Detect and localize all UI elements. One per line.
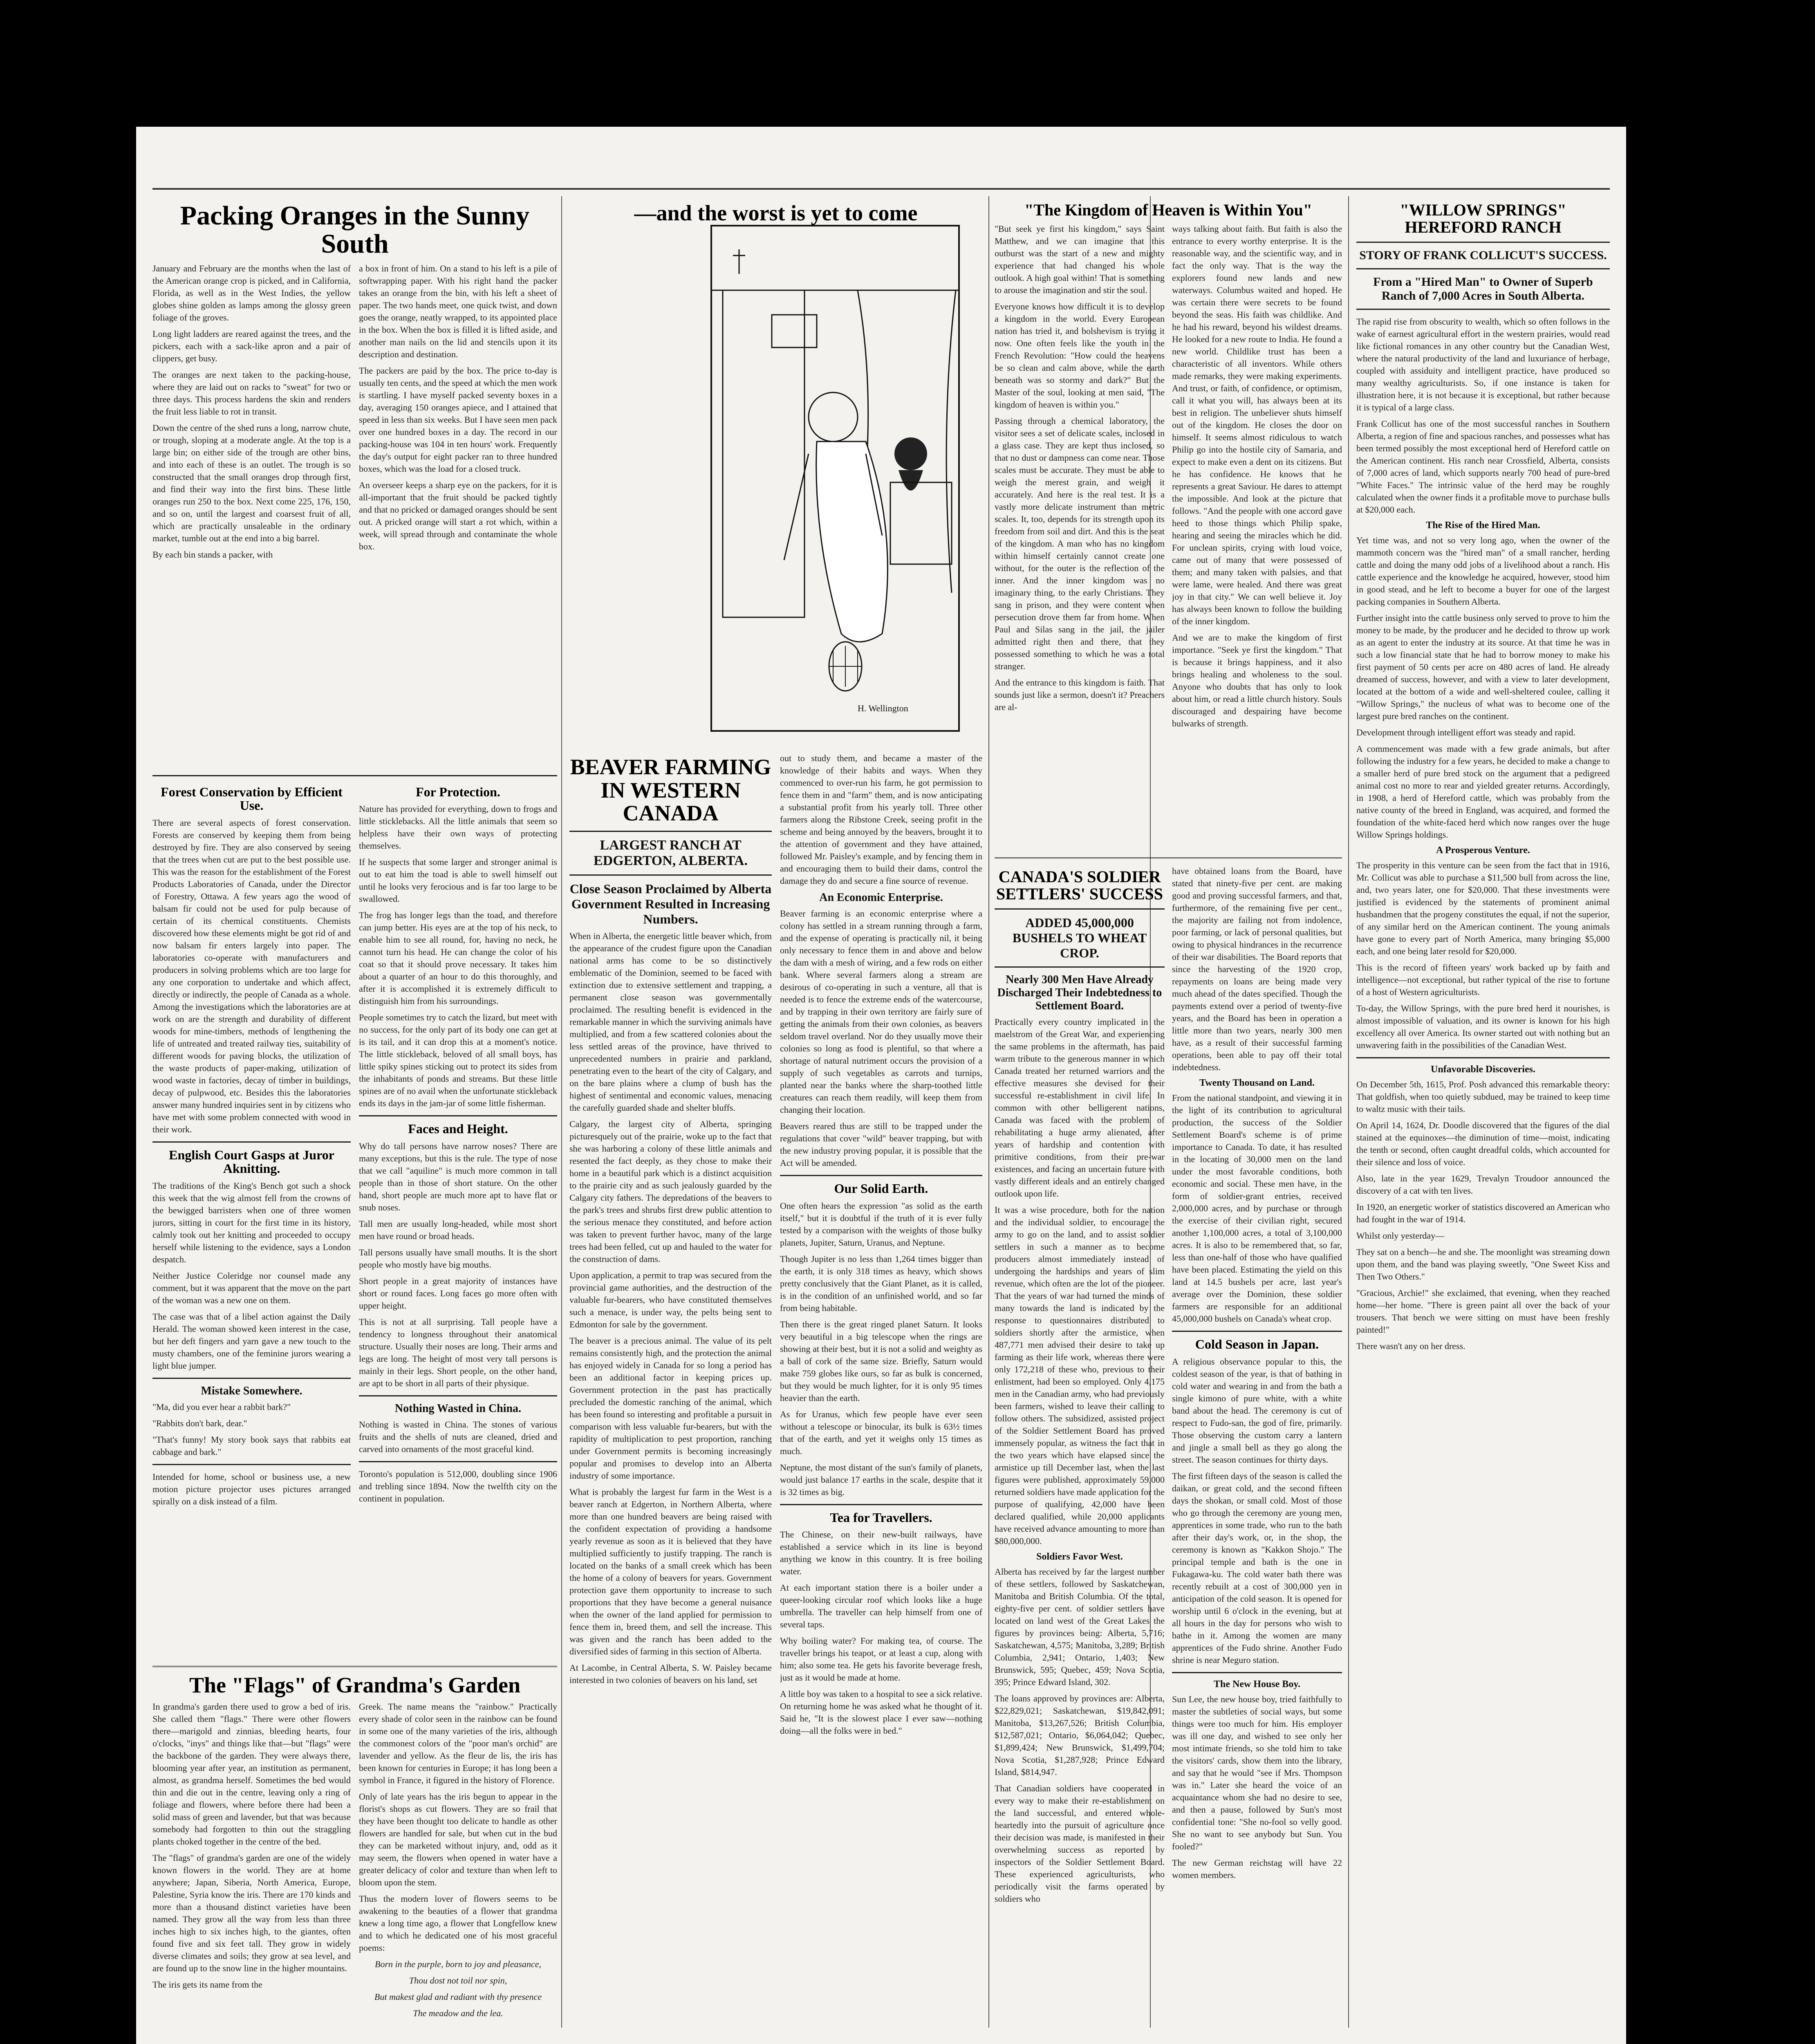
paragraph: The Chinese, on their new-built railways, have established a service which in its line is beyond anything we know in this country. It is free boiling water. bbox=[780, 1529, 982, 1577]
headline-tea: Tea for Travellers. bbox=[830, 1510, 932, 1525]
paragraph: Nature has provided for everything, down to frogs and little sticklebacks. All the little animals that seem so helpless have their own ways of protecting themselves. bbox=[359, 804, 557, 851]
divider bbox=[359, 1461, 557, 1462]
poem-line: The meadow and the lea. bbox=[413, 2008, 503, 2019]
paragraph: One often hears the expression "as solid as the earth itself," but it is doubtful if the truth of it is ever fully tested by a comparison with the weights of those bulky planets, Jupiter, Saturn, Uranus, and Neptune. bbox=[780, 1200, 982, 1248]
headline-house-boy: The New House Boy. bbox=[1213, 1679, 1300, 1690]
article-oranges bbox=[152, 262, 557, 769]
headline-china: Nothing Wasted in China. bbox=[394, 1402, 522, 1415]
paragraph: "Rabbits don't bark, dear." bbox=[152, 1418, 247, 1428]
subhead-soldiers-west: Soldiers Favor West. bbox=[1036, 1551, 1123, 1562]
paragraph: Tall men are usually long-headed, while most short men have round or broad heads. bbox=[359, 1218, 557, 1241]
column-divider bbox=[561, 196, 562, 2028]
headline-soldier: CANADA'S SOLDIER SETTLERS' SUCCESS bbox=[996, 867, 1163, 903]
paragraph: Thus the modern lover of flowers seems to be awakening to the beauties of a flower that grandma knew a long time ago, a flower that Longfellow knew and to which he dedicated one of his most graceful poems: bbox=[359, 1894, 557, 1953]
divider bbox=[1356, 1057, 1610, 1058]
headline-forest: Forest Conservation by Efficient Use. bbox=[161, 784, 343, 813]
paragraph: In 1920, an energetic worker of statistics discovered an American who had fought in the war of 1914. bbox=[1356, 1202, 1610, 1224]
paragraph: That Canadian soldiers have cooperated in every way to make their re-establishment on the land successful, and entered whole-heartedly into the pursuit of agriculture once their decision was made, is manifested in their overwhelming success as reported by inspectors of the Soldier Settlement Board. These experienced agriculturists, who periodically visit the farms operated by soldiers who bbox=[995, 1783, 1165, 1904]
paragraph: The beaver is a precious animal. The value of its pelt remains consistently high, and the protection the animal has enjoyed widely in Canada for so long a period has been an additional factor in keeping prices up. Government protection in the past has practically precluded the domestic ranching of the animal, which has been found so interesting and profitable a pursuit in comparison with less valuable fur-bearers, but with the rapidity of multiplication to pest proportion, ranching under Government permits is becoming increasingly popular and promises to develop into an Alberta industry of some importance. bbox=[569, 1336, 772, 1481]
paragraph: Intended for home, school or business use, a new motion picture projector uses pictures arranged spirally on a disk instead of a film. bbox=[152, 1471, 351, 1506]
poem-line: But makest glad and radiant with thy presence bbox=[374, 1992, 542, 2002]
paragraph: This is the record of fifteen years' work backed up by faith and intelligence—not exceptional, but rather typical of the rise to fortune of a host of Western agriculturists. bbox=[1356, 962, 1610, 997]
deck-soldier: ADDED 45,000,000 BUSHELS TO WHEAT CROP. bbox=[1012, 915, 1147, 960]
paragraph: Beaver farming is an economic enterprise where a colony has settled in a stream running through a farm, and the expense of operating is practically nil, it being only necessary to fence them in and above and below the dam with a mesh of wiring, and a few rods on either bank. Where several farmers along a stream are desirous of co-operating in such a venture, all that is needed is to fence the extreme ends of the watercourse, and by trapping in their own territory are fairly sure of getting the animals from their own colonies, as beavers seldom travel overland. Nor do they usually move their colonies so long as food is plentiful, so that where a shortage of natural nutriment occurs the provision of a supply of such vegetables as carrots and turnips, planted near the banks where the sharp-toothed little creatures can reach them readily, will keep them from changing their location. bbox=[780, 908, 982, 1115]
subhead-prosperous: A Prosperous Venture. bbox=[1436, 845, 1530, 856]
paragraph: The new German reichstag will have 22 women members. bbox=[1172, 1857, 1342, 1880]
paragraph: Development through intelligent effort was steady and rapid. bbox=[1356, 727, 1576, 737]
paragraph: A little boy was taken to a hospital to see a sick relative. On returning home he was asked what he thought of it. Said he, "It is the slowest place I ever saw—nothing doing—all the folks were in bed." bbox=[780, 1689, 982, 1736]
paragraph: The case was that of a libel action against the Daily Herald. The woman showed keen interest in the case, but her deft fingers and yarn gave a new touch to the musty chambers, one of the feminine jurors wearing a light blue jumper. bbox=[152, 1311, 351, 1371]
headline-cold-season: Cold Season in Japan. bbox=[1195, 1337, 1319, 1351]
paragraph: Alberta has received by far the largest number of these settlers, followed by Saskatchewan, Manitoba and British Columbia. Of the total, eighty-five per cent. of soldier settlers have located on land west of the Great Lakes the figures by provinces being: Alberta, 5,716; Saskatchewan, 4,575; Manitoba, 3,289; British Columbia, 2,941; Ontario, 1,403; New Brunswick, 595; Quebec, 459; Nova Scotia, 395; Prince Edward Island, 302. bbox=[995, 1567, 1165, 1687]
headline-solid-earth: Our Solid Earth. bbox=[834, 1181, 928, 1196]
headline-faces: Faces and Height. bbox=[408, 1121, 508, 1136]
divider bbox=[359, 1115, 557, 1116]
beaver-layout bbox=[569, 752, 982, 2028]
paragraph: Short people in a great majority of instances have short or round faces. Long faces go more often with upper height. bbox=[359, 1275, 557, 1311]
divider bbox=[1172, 1672, 1342, 1673]
divider bbox=[152, 1378, 351, 1379]
paragraph: At each important station there is a boiler under a queer-looking circular roof which looks like a huge umbrella. The traveller can help himself from one of several taps. bbox=[780, 1582, 982, 1630]
paragraph: On April 14, 1624, Dr. Doodle discovered that the figures of the dial stained at the equinoxes—the diminution of time—moist, indicating the tenth or second, often caught dreadful colds, which accounted for their silence and loss of voice. bbox=[1356, 1120, 1610, 1167]
paragraph: Also, late in the year 1629, Trevalyn Troudoor announced the discovery of a cat with ten lives. bbox=[1356, 1173, 1610, 1196]
article-willow bbox=[1356, 316, 1610, 1808]
cartoon-illustration bbox=[710, 225, 960, 732]
paragraph: The first fifteen days of the season is called the daikan, or great cold, and the second fifteen days the shokan, or small cold. Most of those who go through the ceremony are young men, apprentices in some trade, who run to the bath after their day's work, or, in the shop, the ceremony is known as "Kakkon Shojo." The principal temple and bath is the one in Fukagawa-ku. The cold water bath there was recently rebuilt at a cost of 300,000 yen in anticipation of the cold season. It is opened for worship until 6 o'clock in the evening, but at all hours in the day for persons who wish to bathe in it. Among the women are many apprentices of the Fudo shrine. Another Fudo shrine is near Meguro station. bbox=[1172, 1470, 1342, 1665]
paragraph: The packers are paid by the box. The price to-day is usually ten cents, and the speed at which the men work is startling. I have myself packed seventy boxes in a day, averaging 150 oranges apiece, and I attained that speed in less than six weeks. But I have seen men pack over one hundred boxes in a day. The record in our packing-house was 104 in ten hours' work. Frequently the day's output for eight packer ran to three hundred boxes, which was the load for a closed truck. bbox=[359, 365, 557, 474]
deck-willow: STORY OF FRANK COLLICUT'S SUCCESS. bbox=[1359, 249, 1607, 262]
paragraph: A commencement was made with a few grade animals, but after following the industry for a few years, he decided to make a change to a smaller herd of pure bred stock on the argument that a pedigreed animal cost no more to rear and yielded greater returns. Accordingly, in 1908, a herd of Hereford cattle, which was probably from the native county of the breed in England, was acquired, and formed the foundation of the white-faced herd which now ranges over the huge Willow Springs holdings. bbox=[1356, 744, 1610, 840]
paragraph: By each bin stands a packer, with bbox=[152, 549, 273, 560]
paragraph: The "flags" of grandma's garden are one of the widely known flowers in the world. They are at home anywhere; Japan, Siberia, North America, Europe, Palestine, Syria know the iris. There are 170 kinds and more than a thousand distinct varieties have been named. They grow all the way from less than three inches high to six inches high, to the giantes, often found five and six feet tall. They grow in widely diverse climates and soils; they grow at sea level, and are found up to the snow line in the higher mountains. bbox=[152, 1853, 351, 1974]
divider bbox=[569, 831, 772, 832]
headline-court: English Court Gasps at Juror Aknitting. bbox=[169, 1147, 334, 1176]
col3-lower bbox=[995, 865, 1342, 1969]
paragraph: out to study them, and became a master of the knowledge of their habits and ways. When they commenced to over-run his farm, he got permission to fence them in and "farm" them, and is now anticipating a substantial profit from his yearly toll. Three other farmers along the Ribstone Creek, seeing profit in the scheme and being annoyed by the beavers, brought it to the attention of government and they have attained, followed Mr. Paisley's example, and by fencing them in and encouraging them to build their dams, control the damage they do and secure a fine source of revenue. bbox=[780, 753, 982, 886]
deck-soldier-2: Nearly 300 Men Have Already Discharged Their Indebtedness to Settlement Board. bbox=[997, 973, 1162, 1012]
headline-mistake: Mistake Somewhere. bbox=[201, 1384, 302, 1397]
paragraph: Then there is the great ringed planet Saturn. It looks very beautiful in a big telescope when the rings are showing at their best, but it is not a solid and weighty as a ball of cork of the same size. Briefly, Saturn would make 759 globes like ours, so far as bulk is concerned, but they would be much lighter, for it is only 95 times heavier than the earth. bbox=[780, 1319, 982, 1403]
divider bbox=[569, 874, 772, 876]
headline-flags: The "Flags" of Grandma's Garden bbox=[189, 1672, 520, 1697]
paragraph: Sun Lee, the new house boy, tried faithfully to master the subtleties of social ways, but some things were too much for him. His employer was ill one day, and wished to see only her most intimate friends, so she told him to take the visitors' cards, show them into the library, and say that he would "see if Mrs. Thompson was in." Later she heard the voice of an acquaintance whom she had no desire to see, and then a pause, followed by Sun's most confidential tone: "She no-fool so velly good. She no want to see anybody but Sun. You fooled?" bbox=[1172, 1694, 1342, 1851]
poem-line: Born in the purple, born to joy and pleasance, bbox=[375, 1959, 541, 1970]
headline-unfavorable: Unfavorable Discoveries. bbox=[1431, 1064, 1535, 1075]
cartoon-caption: —and the worst is yet to come bbox=[634, 201, 918, 225]
paragraph: January and February are the months when the last of the American orange crop is picked, and in California, Florida, as well as in the West Indies, the yellow globes shine golden as lamps among the glossy green foliage of the groves. bbox=[152, 263, 351, 323]
paragraph: When in Alberta, the energetic little beaver which, from the appearance of the crudest figure upon the Canadian national arms has come to be so distinctively emblematic of the Dominion, seemed to be faced with extinction due to extensive settlement and trapping, a permanent close season was governmentally proclaimed. The resulting benefit is evidenced in the remarkable manner in which the surviving animals have multiplied, and from a few scattered colonies about the less settled areas of the province, have thrived to unprecedented numbers in prairie and parkland, penetrating even to the heart of the city of Calgary, and on the bare plains where a clump of bush has the highest of sentimental and economic values, menacing the carefully guarded shade and shelter bluffs. bbox=[569, 931, 772, 1113]
paragraph: The iris gets its name from the bbox=[152, 1979, 262, 1990]
paragraph: "Ma, did you ever hear a rabbit bark?" bbox=[152, 1401, 291, 1412]
paragraph: Upon application, a permit to trap was secured from the provincial game authorities, and the destruction of the valuable fur-bearers, who have constituted themselves such a menace, is under way, the pelts being sent to Edmonton for sale by the government. bbox=[569, 1270, 772, 1330]
paragraph: The loans approved by provinces are: Alberta, $22,829,021; Saskatchewan, $19,842,091; Manitoba, $13,267,526; British Columbia, $12,587,021; Ontario, $6,064,042; Quebec, $1,899,424; New Brunswick, $1,499,704; Nova Scotia, $1,287,928; Prince Edward Island, $814,947. bbox=[995, 1693, 1165, 1777]
paragraph: "That's funny! My story book says that rabbits eat cabbage and bark." bbox=[152, 1434, 351, 1457]
divider bbox=[1356, 309, 1610, 310]
paragraph: In grandma's garden there used to grow a bed of iris. She called them "flags." There were other flowers there—marigold and zinnias, bleeding hearts, four o'clocks, "inys" and things like that—but "flags" were the backbone of the garden. They were always there, blooming year after year, an institution as permanent, almost, as grandma herself. Sometimes the bed would thin and die out in the centre, leaving only a ring of foliage and flowers, where before there had been a solid mass of green and lavender, but that was because somebody had forgotten to thin out the straggling plants choked together in the centre of the bed. bbox=[152, 1701, 351, 1847]
divider bbox=[995, 966, 1165, 968]
paragraph: There wasn't any on her dress. bbox=[1356, 1341, 1465, 1351]
paragraph: "But seek ye first his kingdom," says Saint Matthew, and we can imagine that this outburst was the start of a new and mighty experience that had changed his whole outlook. A high goal within! That is something to arouse the imagination and stir the soul. bbox=[995, 224, 1165, 295]
paragraph: An overseer keeps a sharp eye on the packers, for it is all-important that the fruit should be packed tightly and that no pricked or damaged oranges should be sent out. A pricked orange will start a rot which, within a week, will spread through and contaminate the whole box. bbox=[359, 480, 557, 551]
headline-kingdom: "The Kingdom of Heaven is Within You" bbox=[1024, 201, 1312, 219]
paragraph: Long light ladders are reared against the trees, and the pickers, each with a sack-like apron and a pair of clippers, get busy. bbox=[152, 328, 351, 363]
paragraph: Why do tall persons have narrow noses? There are many exceptions, but this is the rule. The type of nose that we call "aquiline" is much more common in tall people than in those of short stature. On the other hand, short people are much more apt to have flat or snub noses. bbox=[359, 1141, 557, 1213]
column-divider bbox=[1348, 196, 1349, 2028]
paragraph: Everyone knows how difficult it is to develop a kingdom in the world. Every European nation has tried it, and bolshevism is trying it now. One often feels like the youth in the French Revolution: "How could the heavens be so clean and calm above, while the earth beneath was so stormy and dark?" But the Master of the soul, looking at men said, "The kingdom of heaven is within you." bbox=[995, 301, 1165, 410]
article-flags bbox=[152, 1701, 557, 2028]
paragraph: Neither Justice Coleridge nor counsel made any comment, but it was apparent that the move on the part of the woman was a new one on them. bbox=[152, 1270, 351, 1305]
paragraph: The prosperity in this venture can be seen from the fact that in 1916, Mr. Collicut was able to purchase a $11,500 bull from across the line, and, two years later, one for $20,000. That these investments were justified is evidenced by the statements of prominent animal husbandmen that the progeny constitutes the equal, if not the superior, of any similar herd on the American continent. The young animals have gone to every part of North America, many bringing $5,000 each, and one being later resold for $20,000. bbox=[1356, 860, 1610, 956]
cartoon-signature: H. Wellington bbox=[858, 703, 908, 713]
divider bbox=[1172, 1331, 1342, 1332]
paragraph: They sat on a bench—he and she. The moonlight was streaming down upon them, and the band was playing sweetly, "One Sweet Kiss and Then Two Others." bbox=[1356, 1247, 1610, 1282]
paragraph: Down the centre of the shed runs a long, narrow chute, or trough, sloping at a moderate angle. At the top is a large bin; on either side of the trough are other bins, and into each of these is an outlet. The trough is so constructed that the small oranges drop through first, and find their way into the first bins. These little oranges run 250 to the box. Next come 225, 176, 150, and so on, until the largest and coarsest fruit of all, which are practically unsaleable in the ordinary market, tumble out at the end into a big barrel. bbox=[152, 422, 351, 543]
divider bbox=[1356, 242, 1610, 243]
paragraph: Practically every country implicated in the maelstrom of the Great War, and experiencing the same problems in the aftermath, has paid warm tribute to the generous manner in which Canada treated her returned warriors and the effective measures she devised for their successful re-establishment in civil life. In common with other belligerent nations, Canada was faced with the problem of rehabilitating a huge army alienated, after years of hardship and contention with primitive conditions, from their pre-war existences, and facing an uncertain future with vastly different ideals and an entirely changed outlook upon life. bbox=[995, 1017, 1165, 1199]
paragraph: Tall persons usually have small mouths. It is the short people who mostly have big mouths. bbox=[359, 1247, 557, 1270]
paragraph: Greek. The name means the "rainbow." Practically every shade of color seen in the rainbow can be found in some one of the many varieties of the iris, although the commonest colors of the "poor man's orchid" are lavender and yellow. As the fleur de lis, the iris has been known for centuries in Europe; it has long been a symbol in France, it figured in the history of Florence. bbox=[359, 1701, 557, 1786]
newspaper-page bbox=[136, 127, 1626, 2044]
deck-beaver: LARGEST RANCH AT EDGERTON, ALBERTA. bbox=[593, 838, 748, 869]
paragraph: Nothing is wasted in China. The stones of various fruits and the shells of nuts are cleaned, dried and carved into ornaments of the most graceful kind. bbox=[359, 1419, 557, 1454]
divider bbox=[780, 1504, 982, 1505]
paragraph: What is probably the largest fur farm in the West is a beaver ranch at Edgerton, in Northern Alberta, where more than one hundred beavers are being raised with the confident expectation of providing a handsome yearly revenue as soon as it is believed that they have multiplied sufficiently to justify trapping. The ranch is located on the banks of a small creek which has been the home of a colony of beavers for years. Government protection gave them opportunity to increase to such proportions that they have become a general nuisance when the owner of the land applied for permission to fence them in, breed them, and sell the increase. This was given and the ranch has been added to the diversified sides of farming in this section of Alberta. bbox=[569, 1487, 772, 1657]
paragraph: If he suspects that some larger and stronger animal is out to eat him the toad is able to swell himself out until he looks very ferocious and is far too large to be swallowed. bbox=[359, 857, 557, 904]
divider bbox=[359, 1395, 557, 1396]
divider bbox=[995, 908, 1165, 910]
divider bbox=[1356, 268, 1610, 269]
paragraph: "Gracious, Archie!" she exclaimed, that evening, when they reached home—her home. "There is green paint all over the back of your trousers. That bench we were sitting on must have been freshly painted!" bbox=[1356, 1288, 1610, 1335]
paragraph: Further insight into the cattle business only served to prove to him the money to be made, by the producer and he decided to throw up work as an agent to enter the industry at its source. At that time he was in such a low financial state that he had to borrow money to make his first payment of 50 cents per acre on 480 acres of land. He already dreamed of success, however, and with a view to later development, located at the bottom of a wide and well-sheltered coulee, calling it "Willow Springs," the nucleus of what was to become one of the largest pure bred ranches on the continent. bbox=[1356, 613, 1610, 721]
paragraph: And we are to make the kingdom of first importance. "Seek ye first the kingdom." That is because it brings happiness, and it also brings healing and wholeness to the soul. Anyone who doubts that has only to look about him, or read a little church history. Souls discouraged and despairing have become bulwarks of strength. bbox=[1172, 632, 1342, 728]
paragraph: To-day, the Willow Springs, with the pure bred herd it nourishes, is almost impossible of valuation, and its owner is known for his high excellency all over America. Its owner started out with nothing but an unwavering faith in the possibilities of the Canadian West. bbox=[1356, 1003, 1610, 1050]
divider bbox=[995, 857, 1342, 860]
divider bbox=[152, 1464, 351, 1465]
paragraph: It was a wise procedure, both for the nation and the individual soldier, to encourage the army to go on the land, and to assist soldier settlers in such a manner as to become producers almost immediately instead of undergoing the hardships and years of slim revenue, which often are the lot of the pioneer. That the years of war had turned the minds of many towards the land is indicated by the response to questionnaires distributed to soldiers shortly after the armistice, when 487,771 men advised their desire to take up farming as their life work, whereas there were only 172,218 of these who, previous to their enlistment, had been so employed. Only 4,175 men in the Canadian army, who had previously been farmers, wished to leave their calling to follow others. The subsidized, assisted project of the Soldier Settlement Board has proved immensely popular, as witness the fact that in the two years which have elapsed since the armistice up till December last, when the last figures were published, approximately 59,000 returned soldiers have made application for the purpose of qualifying, 42,000 have been declared qualified, while 20,000 applicants have received advance amounting to more than $80,000,000. bbox=[995, 1205, 1165, 1546]
headline-beaver: BEAVER FARMING IN WESTERN CANADA bbox=[570, 755, 771, 826]
headline-oranges: Packing Oranges in the Sunny South bbox=[180, 201, 530, 259]
paragraph: Frank Collicut has one of the most successful ranches in Southern Alberta, a region of fine and spacious ranches, and possesses what has been termed possibly the most exceptional herd of Hereford cattle on the American continent. His ranch near Crossfield, Alberta, consists of 7,000 acres of land, which supports nearly 700 head of pure-bred "White Faces." The intrinsic value of the herd may be roughly calculated when the owner finds it a profitable move to purchase bulls at $20,000 each. bbox=[1356, 419, 1610, 515]
divider bbox=[152, 775, 557, 776]
column-3 bbox=[995, 198, 1342, 2038]
paragraph: As for Uranus, which few people have ever seen without a telescope or binocular, its bulk is 63½ times that of the earth, and yet it weighs only 15 times as much. bbox=[780, 1409, 982, 1456]
paragraph: From the national standpoint, and viewing it in the light of its contribution to agricultural production, the success of the Soldier Settlement Board's scheme is of prime importance to Canada. To date, it has resulted in the locating of 30,000 men on the land under the most favorable conditions, both economic and social. These men have, in the form of soldier-grant entries, received 2,000,000 acres, and by purchase or through the exercise of their civilian right, secured another 1,100,000 acres, a total of 3,100,000 acres. It is also to be remembered that, so far, less than one-half of those who have qualified have been placed. Estimating the yield on this land at 14.5 bushels per acre, last year's average over the Dominion, these soldier farmers are responsible for an additional 45,000,000 bushels on Canada's wheat crop. bbox=[1172, 1093, 1342, 1324]
paragraph: Beavers reared thus are still to be trapped under the regulations that cover "wild" beaver trapping, but with the new industry proving popular, it is possible that the Act will be amended. bbox=[780, 1121, 982, 1168]
paragraph: The rapid rise from obscurity to wealth, which so often follows in the wake of earnest agricultural effort in the western prairies, would read like fictional romances in any other country but the Canadian West, where the natural productivity of the land and luxuriance of herbage, coupled with assiduity and intelligent practice, have produced so many wealthy agriculturists. So, if one instance is taken for illustration here, it is not because it is exceptional, but rather because it is typical of a large class. bbox=[1356, 316, 1610, 412]
col1-lower bbox=[152, 782, 557, 1661]
paragraph: The frog has longer legs than the toad, and therefore can jump better. His eyes are at the top of his neck, to enable him to see all round, for, having no neck, he cannot turn his head. He can change the color of his coat so that it should prove necessary. It takes him about a quarter of an hour to do this thoroughly, and after it is accomplished it is extremely difficult to distinguish him from his surroundings. bbox=[359, 910, 557, 1006]
headline-protection: For Protection. bbox=[416, 784, 500, 799]
column-1 bbox=[152, 198, 557, 2038]
paragraph: Neptune, the most distant of the sun's family of planets, would just balance 17 earths in the scale, despite that it is 32 times as big. bbox=[780, 1462, 982, 1497]
paragraph: On December 5th, 1615, Prof. Posh advanced this remarkable theory: That goldfish, when too quietly subdued, may be trained to keep time to waltz music with their tails. bbox=[1356, 1079, 1610, 1114]
paragraph: have obtained loans from the Board, have stated that ninety-five per cent. are making good and proving successful farmers, and that, furthermore, of the remaining five per cent., the majority are failing not from indolence, poor farming, or lack of personal qualities, but owing to physical hindrances in the recurrence of their war disabilities. The Board reports that since the harvesting of the 1920 crop, repayments on loans are being made very much ahead of the dates specified. Though the payments extend over a period of twenty-five years, and the Board has been in operation a little more than two years, nearly 300 men have, as a result of their successful farming operations, been able to pay off their total indebtedness. bbox=[1172, 866, 1342, 1072]
poem-line: Thou dost not toil nor spin, bbox=[409, 1975, 507, 1986]
paragraph: Passing through a chemical laboratory, the visitor sees a set of delicate scales, inclosed in a glass case. They are kept thus inclosed, so that no dust or dampness can come near. Those scales must be accurate. They must be able to weigh the merest grain, and weigh it accurately. And here is the real test. It is a vastly more delicate instrument than metric scales. It, too, depends for its strength upon its freedom from soil and dirt. And this is the seat of the kingdom. A man who has no kingdom within himself certainly cannot create one without, for the outer is the reflection of the inner. And the inner kingdom was no imaginary thing, to the early Christians. They sang in prison, and they were content when persecution drove them far from home. When Paul and Silas sang in the jail, the jailer admitted right then and there, that they possessed something to which he was a total stranger. bbox=[995, 416, 1165, 671]
paragraph: And the entrance to this kingdom is faith. That sounds just like a sermon, doesn't it? Preachers are al- bbox=[995, 677, 1165, 712]
paragraph: People sometimes try to catch the lizard, but meet with no success, for the only part of its body one can get at is its tail, and it can drop this at a moment's notice. The little stickleback, beloved of all small boys, has little spiky spines sticking out to protect its sides from the inhabitants of ponds and streams. But these little spines are of no avail when the unfortunate stickleback ends its days in the jam-jar of some little fisherman. bbox=[359, 1012, 557, 1109]
article-kingdom bbox=[995, 223, 1342, 852]
column-2-lower bbox=[569, 752, 982, 2036]
paragraph: a box in front of him. On a stand to his left is a pile of softwrapping paper. With his right hand the packer takes an orange from the bin, with his left a sheet of paper. The two hands meet, one quick twist, and down goes the orange, neatly wrapped, to its appointed place in the box. When the box is filled it is lifted aside, and another man nails on the lid and stencils upon it its description and destination. bbox=[359, 263, 557, 359]
paragraph: Why boiling water? For making tea, of course. The traveller brings his teapot, or at least a cup, along with him; also some tea. He gets his favorite beverage fresh, just as it would be made at home. bbox=[780, 1636, 982, 1683]
paragraph: Yet time was, and not so very long ago, when the owner of the mammoth concern was the "hired man" of a small rancher, herding cattle and doing the many odd jobs of a livelihood about a ranch. His cattle experience and the knowledge he acquired, however, stood him in good stead, and he left to become a buyer for one of the largest packing companies in Southern Alberta. bbox=[1356, 535, 1610, 607]
paragraph: Though Jupiter is no less than 1,264 times bigger than the earth, it is only 318 times as heavy, which shows pretty conclusively that the Giant Planet, as it is called, is in the condition of an unfinished world, and so far from being habitable. bbox=[780, 1253, 982, 1313]
divider bbox=[780, 1175, 982, 1176]
divider bbox=[152, 1666, 557, 1669]
subhead-hired-man: The Rise of the Hired Man. bbox=[1426, 520, 1540, 531]
headline-willow: "WILLOW SPRINGS" HEREFORD RANCH bbox=[1400, 201, 1566, 236]
paragraph: There are several aspects of forest conservation. Forests are conserved by keeping them from being destroyed by fire. They are also conserved by seeing that the trees when cut are put to the best possible use. This was the reason for the establishment of the Forest Products Laboratories of Canada, under the Director of Forestry, Ottawa. A few years ago the wood of balsam fir could not be used for pulp because of certain of its chemical constituents. Chemists discovered how these elements might be got rid of and now balsam fir enters largely into paper. The laboratories co-operate with manufacturers and producers in solving problems which are too large for any one corporation to undertake and which affect, directly or indirectly, the people of Canada as a whole. Among the investigations which the laboratories are at work on are the strength and durability of different woods for mine-timbers, methods of lengthening the life of untreated and treated railway ties, suitability of different woods for paving blocks, the utilization of the waste products of paper-making, utilization of wood waste in factories, decay of timber in buildings, decay of pulpwood, etc. Besides this the laboratories answer many hundred inquiries sent in by citizens who have met with some problem connected with wood in their work. bbox=[152, 817, 351, 1134]
paragraph: Only of late years has the iris begun to appear in the florist's shops as cut flowers. They are so frail that they have been thought too delicate to handle as other flowers are handled for sale, but when cut in the bud they can be marketed without injury, and, odd as it may seem, the flowers when opened in water have a greater delicacy of color and texture than when left to bloom upon the stem. bbox=[359, 1791, 557, 1888]
paragraph: ways talking about faith. But faith is also the entrance to every worthy enterprise. It is the reasonable way, and the scientific way, and in fact the only way. That is the way the explorers found new lands and new waterways. Columbus waited and hoped. He was certain there were secrets to be found beyond the seas. His faith was childlike. And he had his reward, beyond his wildest dreams. He looked for a new route to India. He found a new world. Childlike trust has been a characteristic of all inventors. While others made remarks, they were making experiments. And trust, or faith, of confidence, or optimism, call it what you will, has always been at its best in religion. The unbeliever shuts himself out of the kingdom. He closes the door on himself. It seems almost ridiculous to watch Philip go into the hostile city of Samaria, and expect to make even a dent on its citizens. But he has confidence. He knows that he represents a great Saviour. He dares to attempt the impossible. And look at the picture that follows. "And the people with one accord gave heed to those things which Philip spake, hearing and seeing the miracles which he did. For unclean spirits, crying with loud voice, came out of many that were possessed of them; and many taken with palsies, and that were lame, were healed. And there was great joy in that city." We can well believe it. Joy has always been known to follow the building of the inner kingdom. bbox=[1172, 224, 1342, 626]
column-4 bbox=[1356, 198, 1610, 2038]
paragraph: Whilst only yesterday— bbox=[1356, 1230, 1445, 1241]
paragraph: Calgary, the largest city of Alberta, springing picturesquely out of the prairie, woke up to the fact that she was harboring a colony of these little animals and resented the fact deeply, as they chose to make their home in a beautiful park which is a distinct acquisition to the prairie city and as such jealously guarded by the Calgary city fathers. The depredations of the beavers to the park's trees and shrubs first drew public attention to the serious menace they constituted, and before action was taken to prevent further havoc, many of the large trees had been felled, cut up and hauled to the water for the construction of dams. bbox=[569, 1119, 772, 1264]
subhead-twenty-thousand: Twenty Thousand on Land. bbox=[1199, 1078, 1315, 1088]
divider bbox=[152, 1141, 351, 1143]
subhead-economic: An Economic Enterprise. bbox=[819, 891, 943, 904]
deck-willow-2: From a "Hired Man" to Owner of Superb Ranch of 7,000 Acres in South Alberta. bbox=[1373, 275, 1593, 303]
masthead-rule bbox=[152, 188, 1610, 190]
paragraph: The oranges are next taken to the packing-house, where they are laid out on racks to "sweat" for two or three days. This process hardens the skin and renders the fruit less liable to rot in transit. bbox=[152, 369, 351, 417]
paragraph: At Lacombe, in Central Alberta, S. W. Paisley became interested in two colonies of beavers on his land, set bbox=[569, 1663, 772, 1685]
paragraph: Toronto's population is 512,000, doubling since 1906 and trebling since 1894. Now the twelfth city on the continent in population. bbox=[359, 1468, 557, 1504]
deck-beaver-2: Close Season Proclaimed by Alberta Government Resulted in Increasing Numbers. bbox=[569, 881, 772, 927]
column-divider bbox=[988, 196, 989, 2028]
paragraph: The traditions of the King's Bench got such a shock this week that the wig almost fell from the crowns of the bewigged barristers when one of three women jurors, sitting in court for the first time in its history, calmly took out her knitting and proceeded to occupy herself while listening to the evidence, says a London despatch. bbox=[152, 1180, 351, 1264]
paragraph: This is not at all surprising. Tall people have a tendency to longness throughout their anatomical structure. Usually their noses are long. Their arms and legs are long. The height of most very tall persons is mainly in their legs. Short people, on the other hand, are apt to be short in all parts of their physique. bbox=[359, 1316, 557, 1388]
paragraph: A religious observance popular to this, the coldest season of the year, is that of bathing in cold water and wearing in and from the bath a single kimono of pure white, with a white band about the head. The ceremony is cut of respect to Fudo-san, the god of fire, primarily. Those observing the custom carry a lantern and jingle a small bell as they go along the street. The season continues for thirty days. bbox=[1172, 1356, 1342, 1465]
